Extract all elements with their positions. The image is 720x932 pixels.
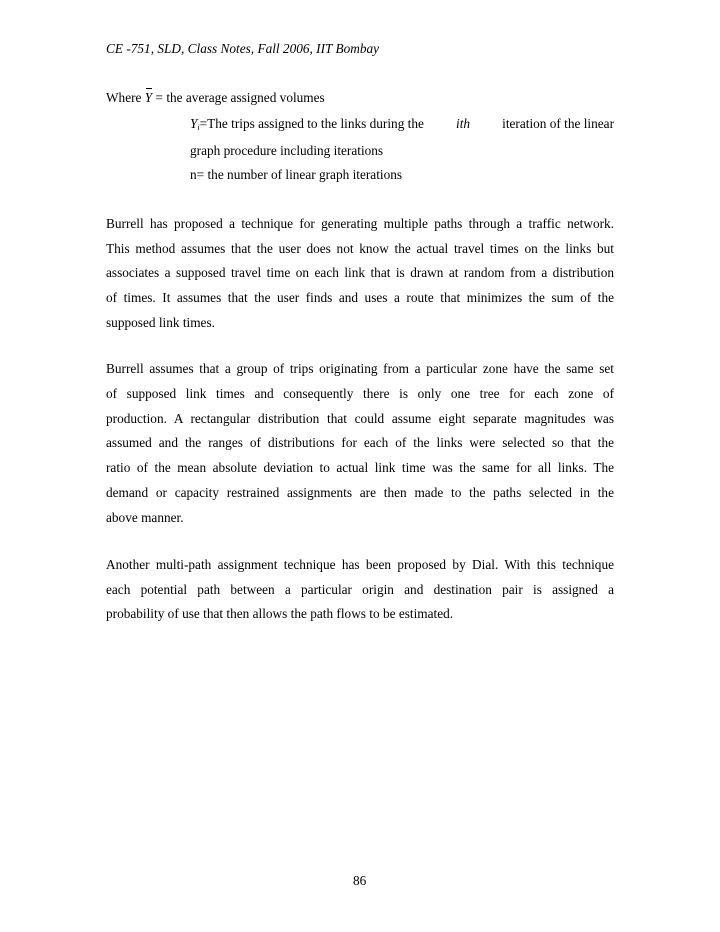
where-label: Where — [106, 90, 142, 105]
running-header: CE -751, SLD, Class Notes, Fall 2006, IIT Bombay — [106, 41, 380, 56]
paragraph-line: each potential path between a particular origin and destination pair is assigned a — [106, 582, 614, 597]
paragraph-line: probability of use that then allows the path flows to be estimated. — [106, 606, 454, 621]
paragraph-line: production. A rectangular distribution that could assume eight separate magnitudes was — [106, 411, 614, 426]
yi-definition-tail: iteration of the linear — [502, 116, 614, 131]
paragraph-line: Another multi-path assignment technique has been proposed by Dial. With this technique — [106, 557, 614, 572]
paragraph-line: This method assumes that the user does not know the actual travel times on the links but — [106, 241, 614, 256]
yi-definition-line2: graph procedure including iterations — [190, 143, 384, 158]
paragraph-line: supposed link times. — [106, 315, 215, 330]
ybar-definition-text: = the average assigned volumes — [155, 90, 325, 105]
ith-word: ith — [456, 116, 471, 131]
paragraph-line: of supposed link times and consequently there is only one tree for each zone of — [106, 386, 614, 401]
paragraph-line: of times. It assumes that the user finds and uses a route that minimizes the sum of the — [106, 290, 614, 305]
paragraph-line: Burrell has proposed a technique for generating multiple paths through a traffic network. — [106, 216, 614, 231]
paragraph-line: ratio of the mean absolute deviation to actual link time was the same for all links. The — [106, 460, 614, 475]
page-number: 86 — [353, 873, 367, 888]
yi-definition-text: =The trips assigned to the links during the — [199, 116, 424, 131]
paragraph-line: assumed and the ranges of distributions for each of the links were selected so that the — [106, 435, 614, 450]
ybar-symbol: Y — [144, 90, 153, 105]
paragraph-line: associates a supposed travel time on each link that is drawn at random from a distribution — [106, 265, 614, 280]
yi-symbol: $Y_i$ — [190, 116, 200, 132]
n-definition: n= the number of linear graph iterations — [190, 167, 403, 182]
ybar-definition — [106, 90, 325, 106]
paragraph-line: demand or capacity restrained assignments are then made to the paths selected in the — [106, 485, 614, 500]
paragraph-line: Burrell assumes that a group of trips originating from a particular zone have the same set — [106, 361, 614, 376]
yi-definition-line1 — [190, 116, 614, 136]
paragraph-line: above manner. — [106, 510, 184, 525]
